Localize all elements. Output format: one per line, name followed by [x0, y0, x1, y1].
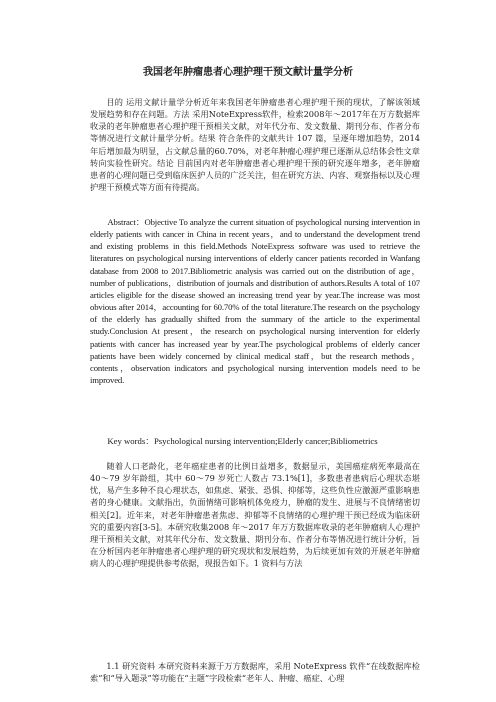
keywords: Key words：Psychological nursing intervention;Elderly cancer;Bibliometrics	[107, 436, 378, 446]
document-title: 我国老年肿瘤患者心理护理干预文献计量学分析	[143, 67, 353, 78]
body-paragraph-intro: 随着人口老龄化，老年癌症患者的比例日益增多，数据显示，美国癌症病死率最高在 40～79 岁年龄组，其中 60～79 岁死亡人数占 73.1%[1]，多数患者患病后心理状态堪忧，易产生多种不良心理状态，如焦虑、紧张、恐惧、抑郁等，这些负性应激源严重影响患者的身心健康。文献指出，负面情绪可影响机体免疫力，肿瘤的发生、进展与不良情绪密切相关[2]。近年来，对老年肿瘤患者焦虑、抑郁等不良情绪的心理护理干预已经成为临床研究的重要内容[3-5]。本研究收集2008 年～2017 年万方数据库收录的老年肿瘤病人心理护理干预相关文献，对其年代分布、发文数量、期刊分布、作者分布等情况进行统计分析，旨在分析国内老年肿瘤患者心理护理的研究现状和发展趋势，为后续更加有效的开展老年肿瘤病人的心理护理提供参考依据，现报告如下。1 资料与方法	[90, 461, 420, 569]
abstract-chinese: 目的 运用文献计量学分析近年来我国老年肿瘤患者心理护理干预的现状，了解该领域发展趋势和存在问题。方法 采用NoteExpress软件，检索2008年～2017年在万方数据库收录的老年肿瘤患者心理护理干预相关文献，对年代分布、发文数量、期刊分布、作者分布等情况进行文献计量学分析。结果 符合条件的文献共计 107 篇，呈逐年增加趋势，2014 年后增加最为明显，占文献总量的60.70%，对老年肿瘤心理护理已逐渐从总结体会性文章转向实验性研究。结论 目前国内对老年肿瘤患者心理护理干预的研究逐年增多，老年肿瘤患者的心理问题已受到临床医护人员的广泛关注，但在研究方法、内容、观察指标以及心理护理干预模式等方面有待提高。	[90, 97, 420, 193]
body-paragraph-materials: 1.1 研究资料 本研究资料来源于万方数据库，采用 NoteExpress 软件“在线数据库检索”和“导入题录”等功能在“主题”字段检索“老年人、肿瘤、癌症、心理	[90, 661, 420, 684]
abstract-english: Abstract：Objective To analyze the current situation of psychological nursing intervention in elderly patients with cancer in China in recent years，and to understand the development trend and existing problems in this field.Methods NoteExpress software was used to retrieve the literatures on psychological nursing interventions of elderly cancer patients recorded in Wanfang database from 2008 to 2017.Bibliometric analysis was carried out on the distribution of age，number of publications，distribution of journals and distribution of authors.Results A total of 107 articles eligible for the disease showed an increasing trend year by year.The increase was most obvious after 2014，accounting for 60.70% of the total literature.The research on the psychology of the elderly has gradually shifted from the summary of the article to the experimental study.Conclusion At present，the research on psychological nursing intervention for elderly patients with cancer has increased year by year.The psychological problems of elderly cancer patients have been widely concerned by clinical medical staff，but the research methods，contents，observation indicators and psychological nursing intervention models need to be improved.	[90, 217, 420, 386]
